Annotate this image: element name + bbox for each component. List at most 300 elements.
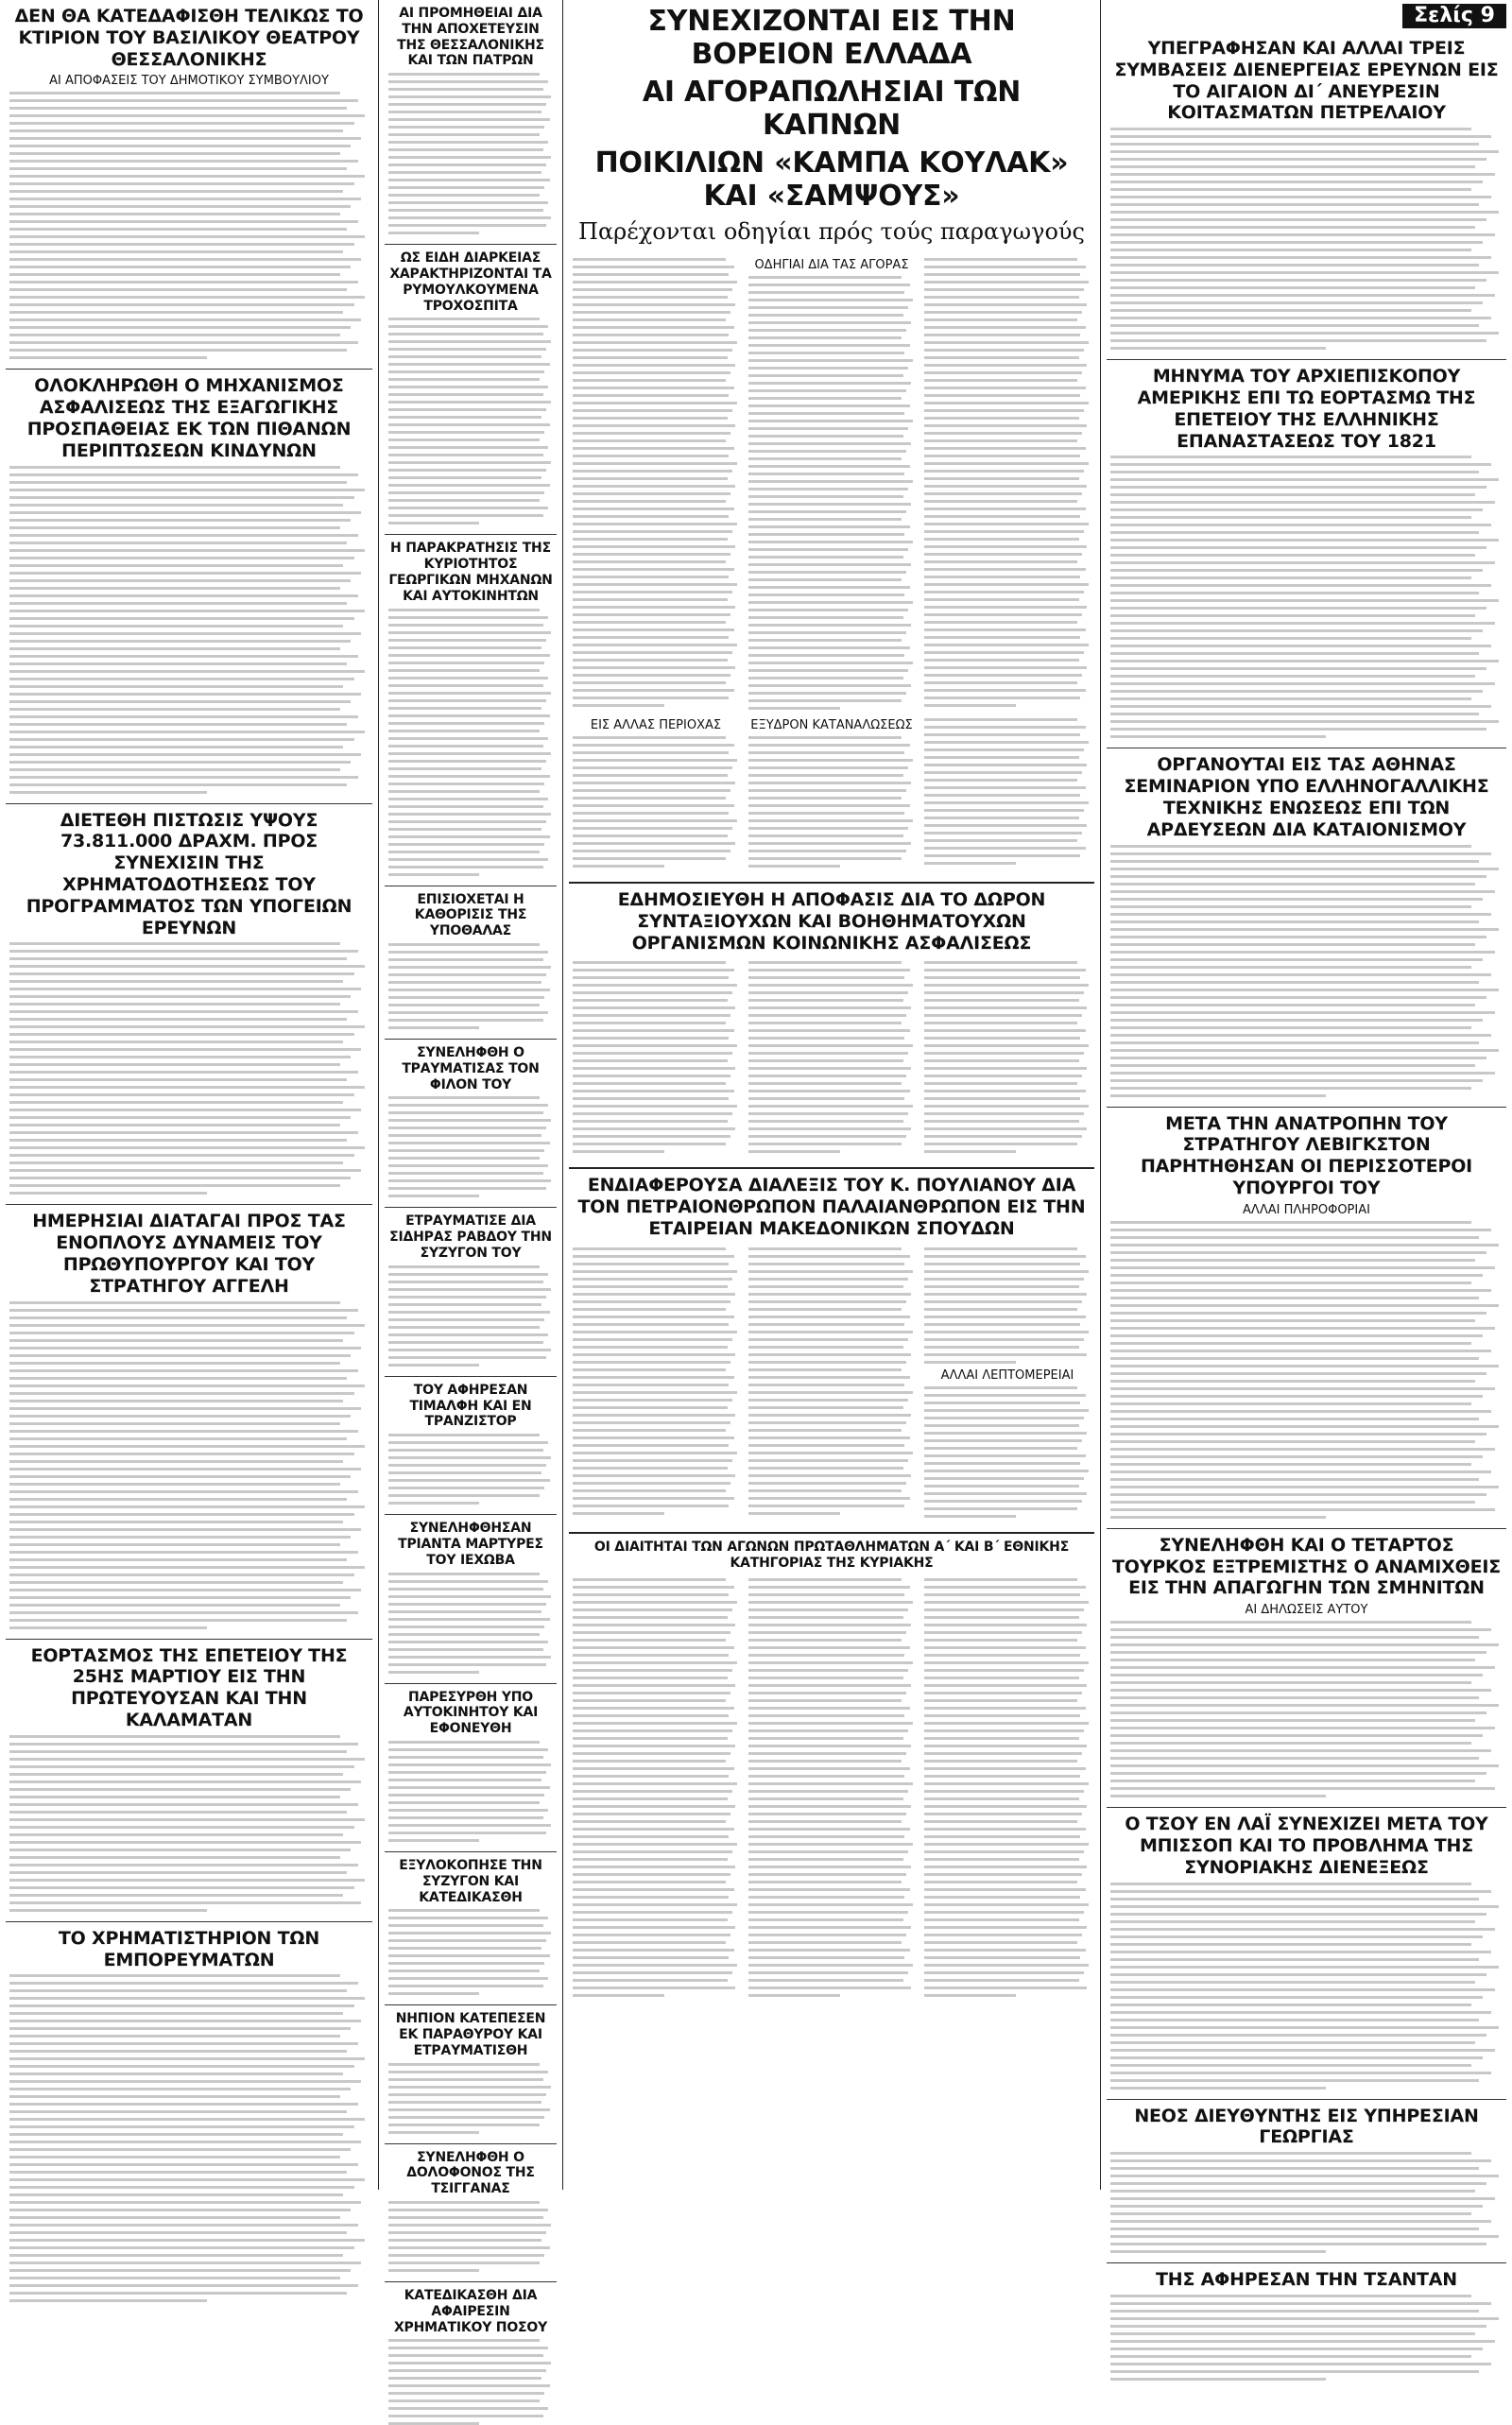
text-line-placeholder xyxy=(9,594,358,597)
text-line-placeholder xyxy=(573,553,730,556)
text-line-placeholder xyxy=(388,133,540,136)
text-line-placeholder xyxy=(1110,1742,1471,1745)
text-line-placeholder xyxy=(388,1449,543,1452)
text-line-placeholder xyxy=(924,1692,1082,1694)
text-line-placeholder xyxy=(388,1648,543,1651)
text-line-placeholder xyxy=(1110,928,1499,931)
lead-body-columns xyxy=(573,254,1091,714)
text-line-placeholder xyxy=(1110,2348,1483,2350)
text-line-placeholder xyxy=(9,1377,347,1380)
text-line-placeholder xyxy=(573,507,734,510)
text-line-placeholder xyxy=(9,303,354,306)
text-line-placeholder xyxy=(9,1369,358,1372)
article-subhead: ΑΛΛΑΙ ΛΕΠΤΟΜΕΡΕΙΑΙ xyxy=(940,1367,1074,1383)
text-line-placeholder xyxy=(748,586,910,589)
text-line-placeholder xyxy=(573,1436,734,1439)
text-line-placeholder xyxy=(1110,2197,1495,2200)
text-line-placeholder xyxy=(9,2133,343,2136)
text-line-placeholder xyxy=(1110,966,1471,969)
text-line-placeholder xyxy=(573,1293,735,1296)
text-line-placeholder xyxy=(388,1127,546,1129)
article-divider xyxy=(1107,2099,1506,2100)
article-body-col xyxy=(924,1574,1091,2002)
text-line-placeholder xyxy=(924,1014,1082,1017)
text-line-placeholder xyxy=(388,1479,550,1482)
text-line-placeholder xyxy=(1110,1410,1491,1413)
article-center-low xyxy=(573,1175,1091,1522)
text-line-placeholder xyxy=(9,243,354,246)
text-line-placeholder xyxy=(573,1505,729,1507)
text-line-placeholder xyxy=(1110,1418,1479,1420)
text-line-placeholder xyxy=(924,1813,1082,1815)
text-line-placeholder xyxy=(388,966,551,969)
text-line-placeholder xyxy=(573,1247,726,1250)
text-line-placeholder xyxy=(9,1849,351,1851)
text-line-placeholder xyxy=(748,1120,903,1123)
text-line-placeholder xyxy=(748,789,906,792)
text-line-placeholder xyxy=(1110,1651,1486,1654)
text-line-placeholder xyxy=(9,564,343,567)
text-line-placeholder xyxy=(924,801,1089,804)
text-line-placeholder xyxy=(1110,249,1471,251)
text-line-placeholder xyxy=(748,518,902,521)
text-line-placeholder xyxy=(924,689,1086,692)
text-line-placeholder xyxy=(924,273,1080,276)
text-line-placeholder xyxy=(924,779,1077,782)
article-body xyxy=(388,1573,553,1674)
text-line-placeholder xyxy=(388,951,548,954)
text-line-placeholder xyxy=(1110,2370,1479,2373)
text-line-placeholder xyxy=(924,1029,1086,1032)
text-line-placeholder xyxy=(9,1483,340,1486)
article-divider xyxy=(6,803,372,804)
article-subhead: ΑΛΛΑΙ ΠΛΗΡΟΦΟΡΙΑΙ xyxy=(1243,1202,1370,1217)
text-line-placeholder xyxy=(388,1741,540,1744)
text-line-placeholder xyxy=(9,2201,361,2204)
article-body xyxy=(1110,1621,1503,1797)
text-line-placeholder xyxy=(748,374,903,377)
text-line-placeholder xyxy=(573,296,728,299)
article xyxy=(9,1928,369,2303)
text-line-placeholder xyxy=(573,1399,732,1402)
text-line-placeholder xyxy=(388,2246,550,2249)
article-body-col xyxy=(573,957,739,1158)
article-divider xyxy=(385,1207,557,1208)
text-line-placeholder xyxy=(748,1029,910,1032)
text-line-placeholder xyxy=(1110,1236,1479,1239)
text-line-placeholder xyxy=(924,1707,1086,1710)
text-line-placeholder xyxy=(573,797,726,800)
text-line-placeholder xyxy=(9,356,207,359)
text-line-placeholder xyxy=(924,1037,1080,1040)
text-line-placeholder xyxy=(573,1429,726,1432)
text-line-placeholder xyxy=(573,1255,734,1258)
text-line-placeholder xyxy=(1110,720,1499,723)
article-divider xyxy=(1107,359,1506,360)
text-line-placeholder xyxy=(573,356,728,359)
text-line-placeholder xyxy=(924,862,1016,865)
text-line-placeholder xyxy=(9,768,340,771)
text-line-placeholder xyxy=(924,1616,1079,1619)
text-line-placeholder xyxy=(388,1603,546,1606)
text-line-placeholder xyxy=(388,103,546,106)
article-headline: ΣΥΝΕΛΗΦΘΗ ΚΑΙ Ο ΤΕΤΑΡΤΟΣ ΤΟΥΡΚΟΣ ΕΞΤΡΕΜΙΣΤΗΣ Ο ΑΝΑΜΙΧΘΕΙΣ ΕΙΣ ΤΗΝ ΑΠΑΓΩΓΗΝ ΤΩΝ ΣΜΗΝΙΤΩΝ xyxy=(1111,1534,1501,1599)
text-line-placeholder xyxy=(9,2277,340,2279)
text-line-placeholder xyxy=(924,1316,1086,1318)
text-line-placeholder xyxy=(1110,456,1471,458)
text-line-placeholder xyxy=(9,1324,365,1327)
text-line-placeholder xyxy=(1110,1064,1475,1067)
text-line-placeholder xyxy=(924,1949,1086,1952)
text-line-placeholder xyxy=(748,336,902,339)
text-line-placeholder xyxy=(924,756,1079,759)
text-line-placeholder xyxy=(388,1839,479,1842)
text-line-placeholder xyxy=(924,1044,1089,1047)
text-line-placeholder xyxy=(9,326,351,329)
text-line-placeholder xyxy=(9,1833,343,1836)
article-body xyxy=(9,1735,369,1912)
text-line-placeholder xyxy=(1110,2056,1483,2059)
text-line-placeholder xyxy=(9,1192,207,1195)
text-line-placeholder xyxy=(573,827,732,830)
text-line-placeholder xyxy=(748,1512,840,1515)
article-body-columns xyxy=(573,1574,1091,2002)
text-line-placeholder xyxy=(924,583,1089,586)
article xyxy=(388,250,553,525)
text-line-placeholder xyxy=(388,333,543,335)
text-line-placeholder xyxy=(9,1086,365,1089)
text-line-placeholder xyxy=(573,1361,730,1364)
text-line-placeholder xyxy=(388,783,544,785)
text-line-placeholder xyxy=(9,602,347,605)
text-line-placeholder xyxy=(1110,1966,1499,1969)
text-line-placeholder xyxy=(9,731,365,733)
text-line-placeholder xyxy=(9,220,358,223)
article-body-columns xyxy=(573,1244,1091,1522)
text-line-placeholder xyxy=(388,1809,548,1812)
text-line-placeholder xyxy=(388,1456,551,1459)
text-line-placeholder xyxy=(388,2224,551,2227)
text-line-placeholder xyxy=(1110,1727,1495,1729)
text-line-placeholder xyxy=(924,1143,1077,1145)
text-line-placeholder xyxy=(573,545,735,548)
text-line-placeholder xyxy=(1110,1478,1479,1481)
text-line-placeholder xyxy=(388,973,546,976)
text-line-placeholder xyxy=(9,2020,361,2022)
text-line-placeholder xyxy=(748,684,911,687)
lead-subhead: ΕΞΥΔΡΟΝ ΚΑΤΑΝΑΛΩΣΕΩΣ xyxy=(750,718,913,732)
text-line-placeholder xyxy=(9,1803,358,1806)
article-body xyxy=(1110,456,1503,738)
article xyxy=(1110,38,1503,350)
text-line-placeholder xyxy=(388,851,540,853)
text-line-placeholder xyxy=(924,266,1086,268)
text-line-placeholder xyxy=(748,314,903,317)
text-line-placeholder xyxy=(1110,951,1495,954)
text-line-placeholder xyxy=(388,201,548,204)
text-line-placeholder xyxy=(388,1633,540,1636)
text-line-placeholder xyxy=(748,1323,904,1326)
text-line-placeholder xyxy=(9,1871,347,1874)
text-line-placeholder xyxy=(748,1911,908,1914)
article-headline: ΥΠΕΓΡΑΦΗΣΑΝ ΚΑΙ ΑΛΛΑΙ ΤΡΕΙΣ ΣΥΜΒΑΣΕΙΣ ΔΙΕΝΕΡΓΕΙΑΣ ΕΡΕΥΝΩΝ ΕΙΣ ΤΟ ΑΙΓΑΙΟΝ ΔΙ΄ ΑΝΕΥΡΕΣΙΝ ΚΟΙΤΑΣΜΑΤΩΝ ΠΕΤΡΕΛΑΙΟΥ xyxy=(1114,38,1499,124)
text-line-placeholder xyxy=(748,1593,904,1596)
text-line-placeholder xyxy=(573,1112,732,1115)
text-line-placeholder xyxy=(573,1745,735,1747)
text-line-placeholder xyxy=(748,609,908,611)
text-line-placeholder xyxy=(573,857,726,860)
text-line-placeholder xyxy=(924,1608,1084,1611)
text-line-placeholder xyxy=(9,466,340,469)
text-line-placeholder xyxy=(573,500,726,503)
text-line-placeholder xyxy=(924,1353,1087,1356)
text-line-placeholder xyxy=(924,1593,1080,1596)
article-headline: ΤΟ ΧΡΗΜΑΤΙΣΤΗΡΙΟΝ ΤΩΝ ΕΜΠΟΡΕΥΜΑΤΩΝ xyxy=(58,1927,320,1970)
text-line-placeholder xyxy=(924,1308,1077,1311)
text-line-placeholder xyxy=(573,1331,737,1333)
text-line-placeholder xyxy=(9,1063,340,1066)
text-line-placeholder xyxy=(748,812,904,815)
text-line-placeholder xyxy=(1110,1372,1486,1375)
text-line-placeholder xyxy=(573,1820,726,1823)
text-line-placeholder xyxy=(573,812,729,815)
text-line-placeholder xyxy=(924,1075,1082,1077)
text-line-placeholder xyxy=(924,1775,1080,1778)
text-line-placeholder xyxy=(388,2124,540,2126)
text-line-placeholder xyxy=(9,572,361,575)
text-line-placeholder xyxy=(1110,1719,1475,1722)
text-line-placeholder xyxy=(9,496,354,499)
lead-body-col xyxy=(924,714,1091,872)
text-line-placeholder xyxy=(9,2163,358,2166)
text-line-placeholder xyxy=(748,646,910,649)
text-line-placeholder xyxy=(924,1006,1087,1009)
text-line-placeholder xyxy=(388,1832,546,1834)
text-line-placeholder xyxy=(573,1037,729,1040)
text-line-placeholder xyxy=(924,1654,1080,1657)
text-line-placeholder xyxy=(9,1619,347,1622)
text-line-placeholder xyxy=(924,296,1079,299)
article xyxy=(9,375,369,793)
text-line-placeholder xyxy=(388,194,540,197)
text-line-placeholder xyxy=(388,989,550,991)
text-line-placeholder xyxy=(388,141,548,144)
text-line-placeholder xyxy=(1110,196,1491,198)
text-line-placeholder xyxy=(924,1386,1077,1389)
text-line-placeholder xyxy=(9,511,361,514)
text-line-placeholder xyxy=(9,2012,343,2015)
text-line-placeholder xyxy=(388,669,540,672)
text-line-placeholder xyxy=(924,349,1084,352)
article xyxy=(388,1690,553,1842)
text-line-placeholder xyxy=(9,746,343,748)
text-line-placeholder xyxy=(573,1752,730,1755)
text-line-placeholder xyxy=(388,232,479,234)
text-line-placeholder xyxy=(573,1444,729,1447)
column-2 xyxy=(379,0,562,2335)
text-line-placeholder xyxy=(1110,1365,1499,1367)
lead-subhead: ΟΔΗΓΙΑΙ ΔΙΑ ΤΑΣ ΑΓΟΡΑΣ xyxy=(754,258,909,272)
text-line-placeholder xyxy=(9,2103,358,2106)
article xyxy=(1110,2106,1503,2254)
text-line-placeholder xyxy=(573,379,726,382)
text-line-placeholder xyxy=(9,678,354,680)
text-line-placeholder xyxy=(748,284,910,286)
text-line-placeholder xyxy=(1110,211,1499,214)
text-line-placeholder xyxy=(1110,1928,1495,1931)
text-line-placeholder xyxy=(1110,1764,1499,1767)
text-line-placeholder xyxy=(924,553,1082,556)
text-line-placeholder xyxy=(748,299,913,301)
text-line-placeholder xyxy=(1110,279,1486,282)
text-line-placeholder xyxy=(1110,1516,1326,1519)
text-line-placeholder xyxy=(573,751,729,754)
text-line-placeholder xyxy=(924,1684,1087,1687)
text-line-placeholder xyxy=(748,842,911,845)
text-line-placeholder xyxy=(9,2050,347,2053)
text-line-placeholder xyxy=(748,1586,910,1589)
text-line-placeholder xyxy=(1110,233,1495,236)
article-body xyxy=(1110,845,1503,1097)
text-line-placeholder xyxy=(748,593,904,596)
text-line-placeholder xyxy=(1110,1898,1479,1900)
text-line-placeholder xyxy=(1110,1087,1471,1090)
text-line-placeholder xyxy=(573,1722,737,1725)
text-line-placeholder xyxy=(388,1947,541,1950)
text-line-placeholder xyxy=(9,2284,358,2287)
text-line-placeholder xyxy=(573,1338,732,1341)
text-line-placeholder xyxy=(1110,158,1486,161)
text-line-placeholder xyxy=(9,980,343,983)
text-line-placeholder xyxy=(9,1886,354,1889)
text-line-placeholder xyxy=(1110,584,1491,587)
text-line-placeholder xyxy=(1110,728,1486,731)
article-divider xyxy=(385,1039,557,1040)
text-line-placeholder xyxy=(573,1459,732,1462)
text-line-placeholder xyxy=(924,1858,1079,1861)
text-line-placeholder xyxy=(9,1437,347,1440)
text-line-placeholder xyxy=(388,416,541,419)
text-line-placeholder xyxy=(1110,2072,1491,2074)
text-line-placeholder xyxy=(9,1826,354,1829)
text-line-placeholder xyxy=(924,1402,1080,1404)
text-line-placeholder xyxy=(9,776,358,779)
text-line-placeholder xyxy=(748,563,911,566)
article-divider xyxy=(385,1514,557,1515)
text-line-placeholder xyxy=(573,782,735,784)
text-line-placeholder xyxy=(9,1169,361,1172)
text-line-placeholder xyxy=(388,1134,541,1137)
text-line-placeholder xyxy=(924,1631,1082,1634)
text-line-placeholder xyxy=(9,1543,340,1546)
text-line-placeholder xyxy=(388,752,551,755)
text-line-placeholder xyxy=(573,865,664,868)
text-line-placeholder xyxy=(388,73,540,76)
text-line-placeholder xyxy=(388,1364,479,1367)
text-line-placeholder xyxy=(388,2384,550,2387)
text-line-placeholder xyxy=(924,1881,1077,1883)
text-line-placeholder xyxy=(9,2080,361,2083)
article-headline: ΕΟΡΤΑΣΜΟΣ ΤΗΣ ΕΠΕΤΕΙΟΥ ΤΗΣ 25ΗΣ ΜΑΡΤΙΟΥ ΕΙΣ ΤΗΝ ΠΡΩΤΕΥΟΥΣΑΝ ΚΑΙ ΤΗΝ ΚΑΛΑΜΑΤΑΝ xyxy=(30,1644,348,1730)
text-line-placeholder xyxy=(573,1828,734,1831)
text-line-placeholder xyxy=(1110,1327,1495,1330)
text-line-placeholder xyxy=(748,1285,903,1288)
text-line-placeholder xyxy=(924,402,1089,404)
article-headline: ΕΠΙΣΙΟΧΕΤΑΙ Η ΚΑΘΟΡΙΣΙΣ ΤΗΣ ΥΠΟΘΑΛΑΣ xyxy=(414,891,527,939)
text-line-placeholder xyxy=(573,628,734,631)
text-line-placeholder xyxy=(748,1263,904,1265)
article-headline: ΟΙ ΔΙΑΙΤΗΤΑΙ ΤΩΝ ΑΓΩΝΩΝ ΠΡΩΤΑΘΛΗΜΑΤΩΝ Α΄ ΚΑΙ Β΄ ΕΘΝΙΚΗΣ ΚΑΤΗΓΟΡΙΑΣ ΤΗΣ ΚΥΡΙΑΚΗΣ xyxy=(593,1539,1070,1571)
text-line-placeholder xyxy=(924,334,1080,336)
text-line-placeholder xyxy=(9,311,343,314)
text-line-placeholder xyxy=(924,1669,1084,1672)
text-line-placeholder xyxy=(573,523,737,525)
text-line-placeholder xyxy=(1110,1266,1495,1269)
text-line-placeholder xyxy=(388,1318,544,1321)
text-line-placeholder xyxy=(9,610,365,612)
text-line-placeholder xyxy=(9,1513,354,1516)
text-line-placeholder xyxy=(924,839,1077,842)
article-body xyxy=(388,1265,553,1367)
text-line-placeholder xyxy=(748,404,910,407)
text-line-placeholder xyxy=(924,1737,1079,1740)
text-line-placeholder xyxy=(1110,981,1479,984)
text-line-placeholder xyxy=(388,1588,543,1591)
text-line-placeholder xyxy=(1110,2011,1491,2014)
text-line-placeholder xyxy=(1110,486,1486,489)
text-line-placeholder xyxy=(388,1434,540,1436)
text-line-placeholder xyxy=(1110,1787,1495,1790)
text-line-placeholder xyxy=(748,1918,903,1921)
text-line-placeholder xyxy=(9,549,365,552)
text-line-placeholder xyxy=(573,1376,734,1379)
text-line-placeholder xyxy=(924,1022,1077,1024)
text-line-placeholder xyxy=(1110,735,1326,738)
text-line-placeholder xyxy=(924,523,1089,525)
text-line-placeholder xyxy=(388,805,543,808)
text-line-placeholder xyxy=(1110,1988,1495,1991)
article-headline: ΜΕΤΑ ΤΗΝ ΑΝΑΤΡΟΠΗΝ ΤΟΥ ΣΤΡΑΤΗΓΟΥ ΛΕΒΙΓΚΣΤΟΝ ΠΑΡΗΤΗΘΗΣΑΝ ΟΙ ΠΕΡΙΣΣΟΤΕΡΟΙ ΥΠΟΥΡΓΟΙ ΤΟΥ xyxy=(1140,1112,1473,1198)
text-line-placeholder xyxy=(388,2108,550,2111)
text-line-placeholder xyxy=(9,198,361,200)
text-line-placeholder xyxy=(388,2269,479,2272)
text-line-placeholder xyxy=(924,432,1082,435)
text-line-placeholder xyxy=(388,378,540,381)
text-line-placeholder xyxy=(1110,713,1479,715)
text-line-placeholder xyxy=(573,1707,734,1710)
text-line-placeholder xyxy=(1110,1041,1479,1044)
text-line-placeholder xyxy=(388,1641,548,1643)
text-line-placeholder xyxy=(9,2186,354,2189)
text-line-placeholder xyxy=(924,1059,1079,1062)
text-line-placeholder xyxy=(748,450,906,453)
text-line-placeholder xyxy=(1110,1304,1499,1307)
text-line-placeholder xyxy=(748,1964,913,1967)
article-divider xyxy=(385,1851,557,1852)
text-line-placeholder xyxy=(388,798,548,800)
text-line-placeholder xyxy=(388,1441,548,1444)
text-line-placeholder xyxy=(924,1338,1084,1341)
text-line-placeholder xyxy=(388,2362,551,2365)
text-line-placeholder xyxy=(748,352,904,354)
text-line-placeholder xyxy=(1110,2235,1499,2238)
text-line-placeholder xyxy=(573,766,732,769)
text-line-placeholder xyxy=(9,1139,347,1142)
text-line-placeholder xyxy=(748,1805,911,1808)
text-line-placeholder xyxy=(388,2399,540,2402)
text-line-placeholder xyxy=(388,454,543,456)
text-line-placeholder xyxy=(9,1997,365,2000)
